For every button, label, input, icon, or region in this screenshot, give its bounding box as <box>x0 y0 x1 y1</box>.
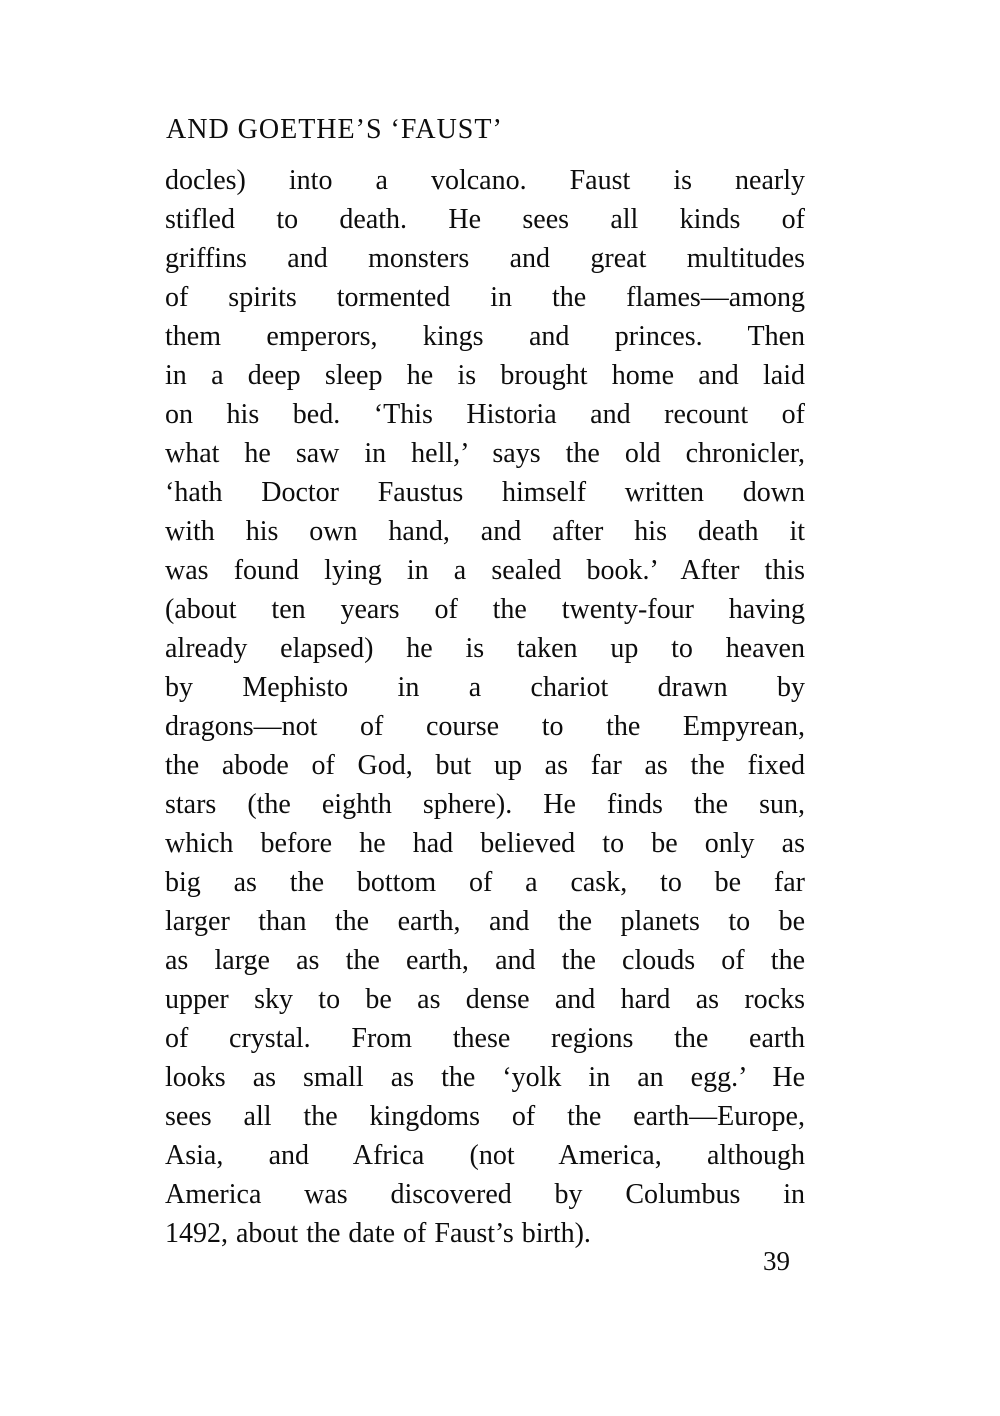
body-line: larger than the earth, and the planets to be <box>165 906 805 937</box>
body-line: 1492, about the date of Faust’s birth). <box>165 1218 591 1249</box>
body-line: in a deep sleep he is brought home and laid <box>165 360 805 391</box>
page-number: 39 <box>763 1246 790 1276</box>
body-line: was found lying in a sealed book.’ After this <box>165 555 805 586</box>
body-line: the abode of God, but up as far as the fixed <box>165 750 805 781</box>
body-line: (about ten years of the twenty-four having <box>165 594 805 625</box>
body-line: sees all the kingdoms of the earth—Europe, <box>165 1101 805 1132</box>
body-line: of crystal. From these regions the earth <box>165 1023 805 1054</box>
body-line: by Mephisto in a chariot drawn by <box>165 672 805 703</box>
body-line: America was discovered by Columbus in <box>165 1179 805 1210</box>
body-line: upper sky to be as dense and hard as rocks <box>165 984 805 1015</box>
body-line: big as the bottom of a cask, to be far <box>165 867 805 898</box>
body-line: on his bed. ‘This Historia and recount of <box>165 399 805 430</box>
body-line: of spirits tormented in the flames—among <box>165 282 805 313</box>
body-line: dragons—not of course to the Empyrean, <box>165 711 805 742</box>
body-line: Asia, and Africa (not America, although <box>165 1140 805 1171</box>
body-line: docles) into a volcano. Faust is nearly <box>165 165 805 196</box>
body-line: what he saw in hell,’ says the old chronicler, <box>165 438 805 469</box>
body-line: which before he had believed to be only as <box>165 828 805 859</box>
body-line: with his own hand, and after his death it <box>165 516 805 547</box>
body-line: already elapsed) he is taken up to heaven <box>165 633 805 664</box>
body-line: ‘hath Doctor Faustus himself written down <box>165 477 805 508</box>
body-line: stars (the eighth sphere). He finds the sun, <box>165 789 805 820</box>
running-header: AND GOETHE’S ‘FAUST’ <box>166 114 503 145</box>
body-line: them emperors, kings and princes. Then <box>165 321 805 352</box>
body-line: looks as small as the ‘yolk in an egg.’ He <box>165 1062 805 1093</box>
body-line: as large as the earth, and the clouds of the <box>165 945 805 976</box>
body-line: griffins and monsters and great multitudes <box>165 243 805 274</box>
body-text <box>165 161 805 1253</box>
body-line: stifled to death. He sees all kinds of <box>165 204 805 235</box>
